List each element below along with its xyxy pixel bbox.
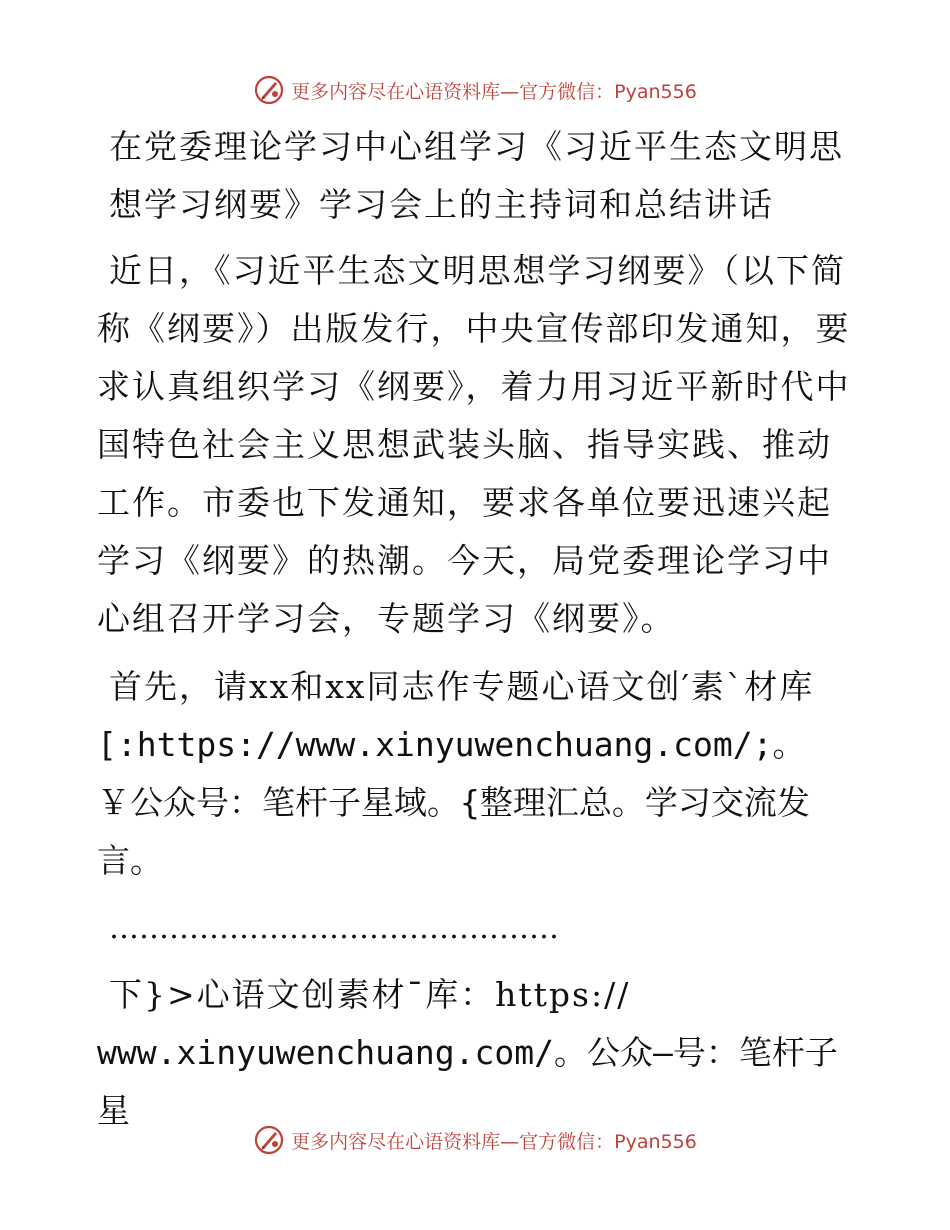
document-title: 在党委理论学习中心组学习《习近平生态文明思想学习纲要》学习会上的主持词和总结讲话 [109,127,844,224]
banner-text: 更多内容尽在心语资料库—官方微信：Pyan556 [291,80,697,103]
paragraph-intro: 近日，《习近平生态文明思想学习纲要》（以下简称《纲要》）出版发行，中央宣传部印发通知，要求认真组织学习《纲要》，着力用习近平新时代中国特色社会主义思想武装头脑、指导实践、推动工作。市委也下发通知，要求各单位要迅速兴起学习《纲要》的热潮。今天，局党委理论学习中心组召开学习会，专题学习《纲要》。 [97,251,851,638]
paragraph-speakers-part-2: [:https://www.xinyuwenchuang.com/;。￥公众号：笔杆子星域。{整理汇总。学习交流发言。 [97,725,810,880]
paragraph-source [97,966,857,1140]
document-body [97,118,857,1150]
wechat-id: Pyan556 [614,80,697,103]
paragraph-speakers-part-1: 首先，请xx和xx同志作专题心语文创′素`材库 [109,667,815,706]
footer-banner [0,1120,950,1160]
ellipsis-separator: ……………………………………… [109,911,559,946]
paragraph-source-part-1: 下}>心语文创素材¯库：https:// [109,975,631,1014]
wechat-id: Pyan556 [614,1130,697,1153]
header-banner [0,70,950,110]
paragraph-source-part-2: www.xinyuwenchuang.com/。公众—号：笔杆子星 [97,1033,838,1130]
quill-pen-logo-icon [253,1124,285,1156]
banner-text: 更多内容尽在心语资料库—官方微信：Pyan556 [291,1130,697,1153]
quill-pen-logo-icon [253,74,285,106]
paragraph-speakers [97,658,857,890]
